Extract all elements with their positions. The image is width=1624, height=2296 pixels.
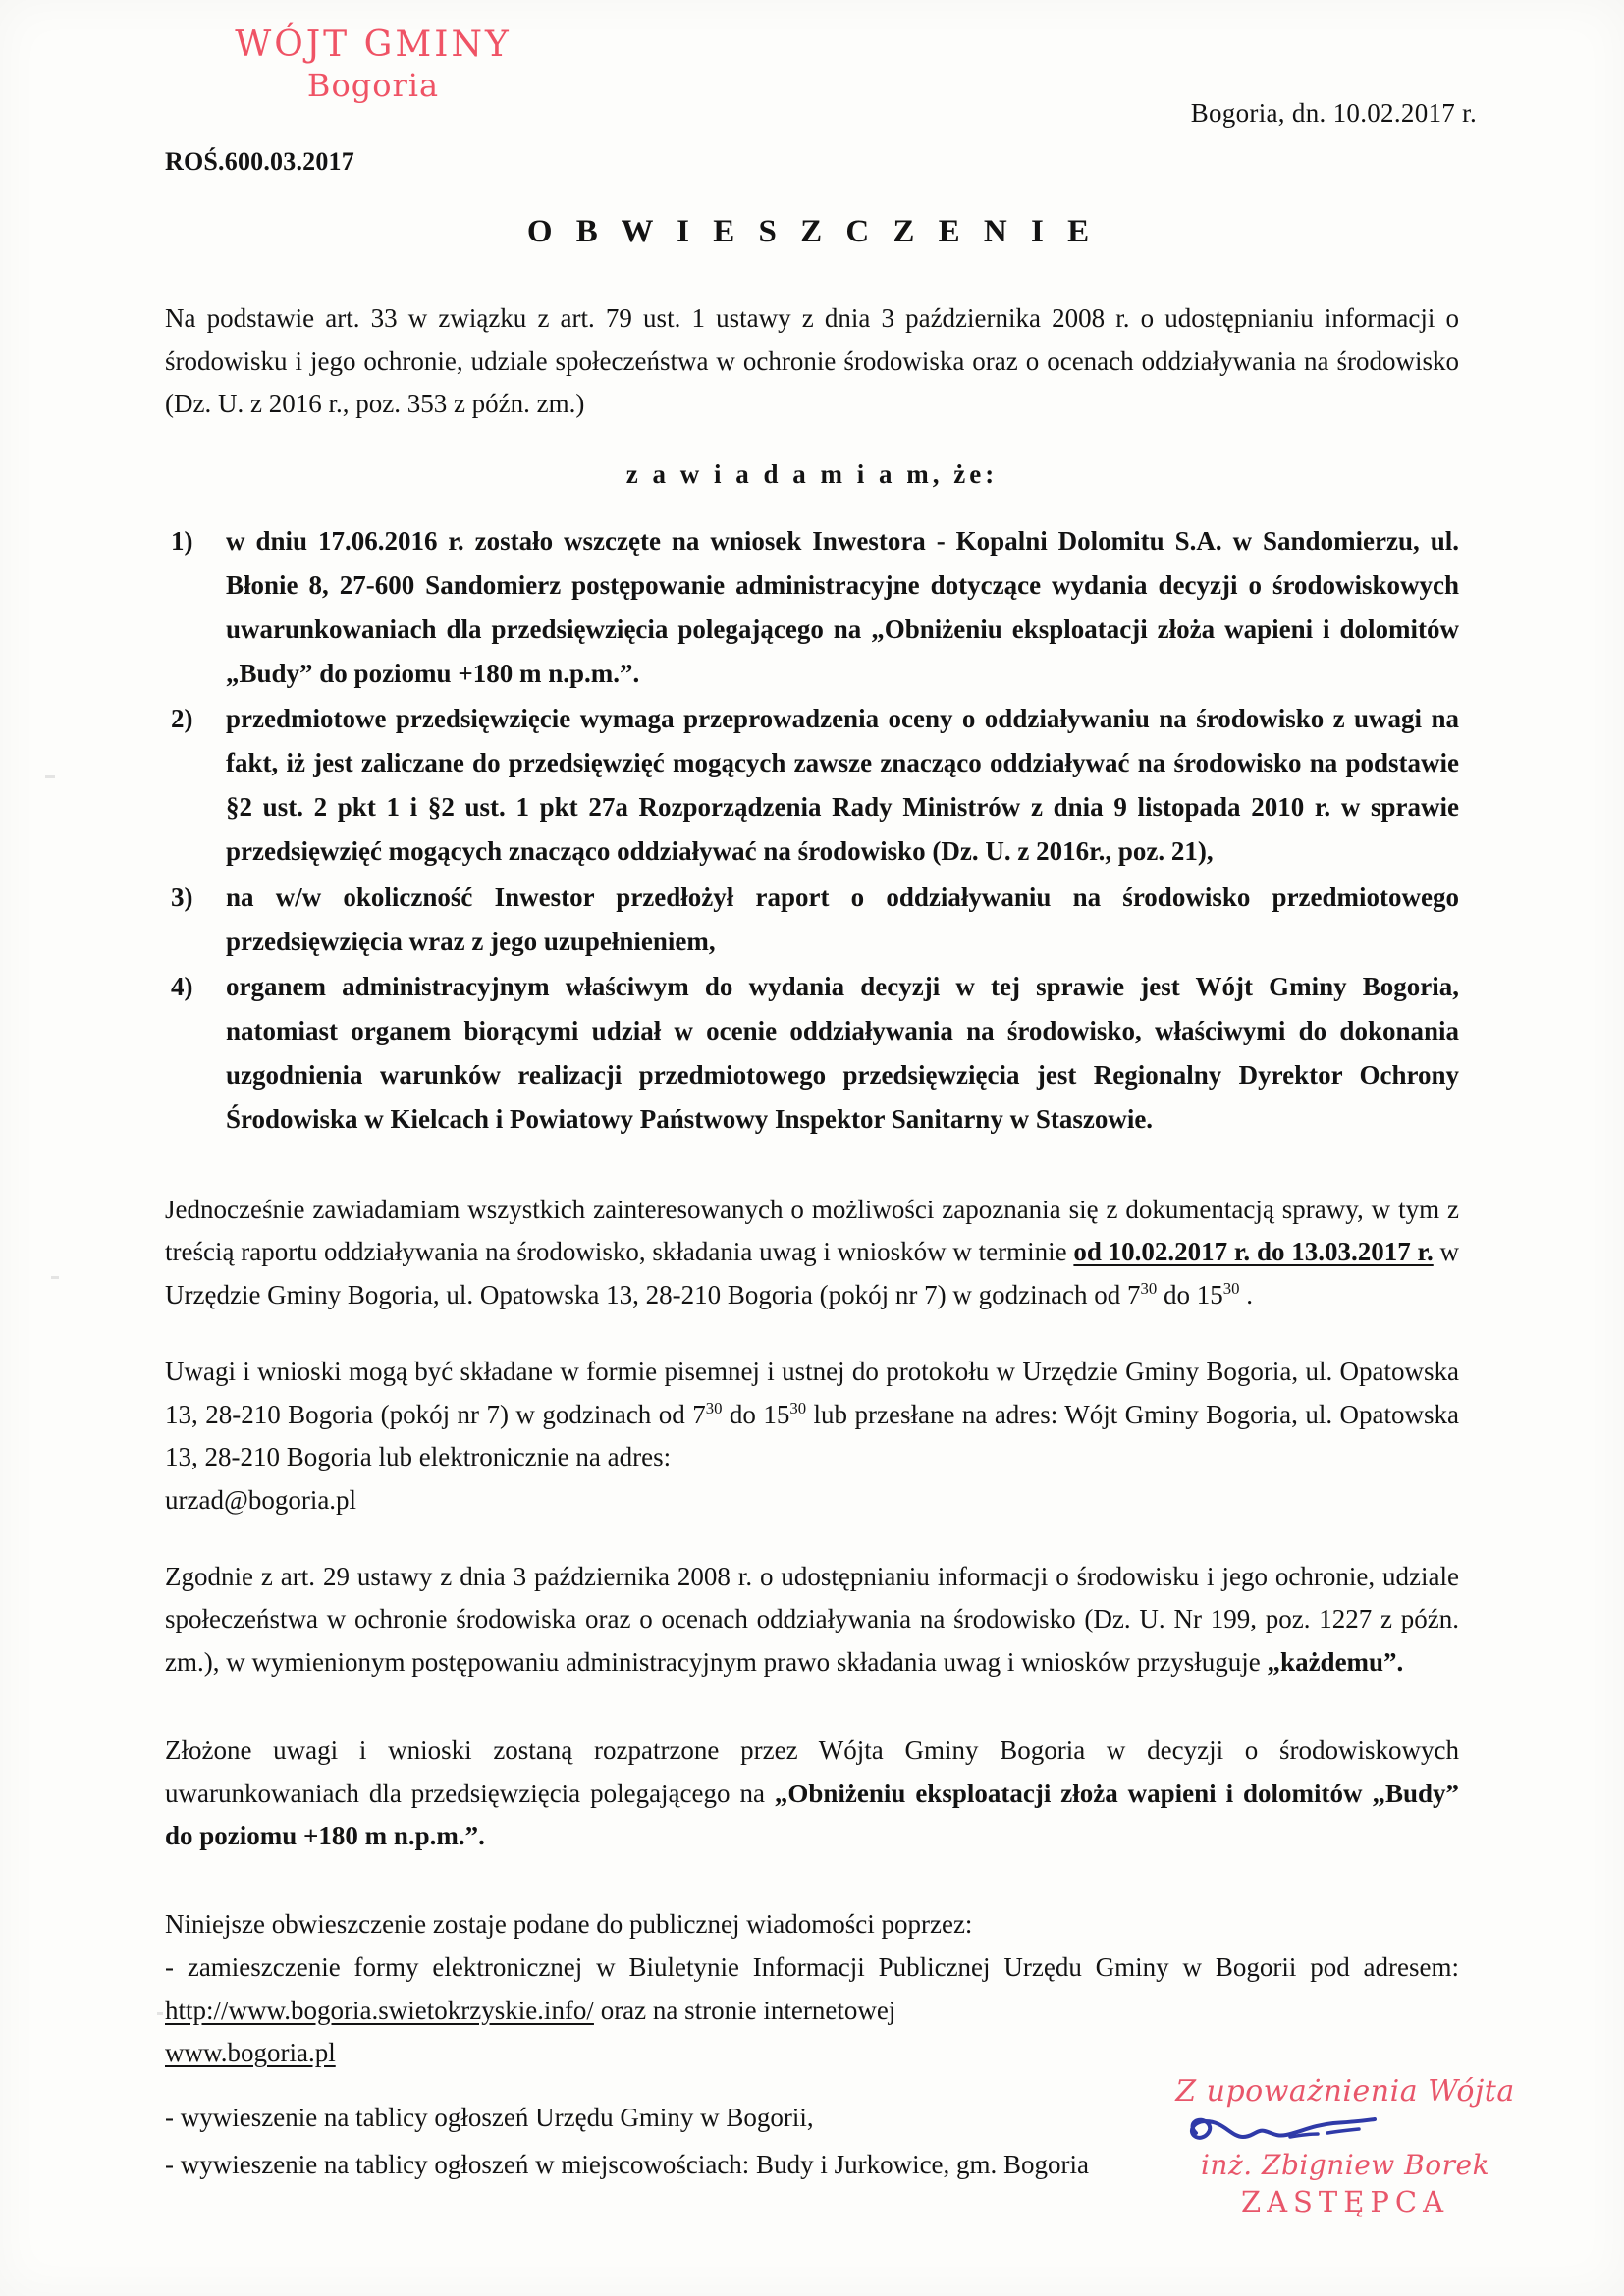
list-item xyxy=(165,519,1459,695)
signatory-role: ZASTĘPCA xyxy=(1240,2184,1450,2218)
list-item-text: w dniu 17.06.2016 r. zostało wszczęte na wniosek Inwestora - Kopalni Dolomitu S.A. w Sandomierzu, ul. Błonie 8, 27-600 Sandomierz postępowanie administracyjne dotyczące wydania decyzji o środowiskowych uwarunkowaniach dla przedsięwzięcia polegającego na „Obniżeniu eksploatacji złoża wapieni i dolomitów „Budy” do poziomu +180 m n.p.m.”. xyxy=(226,526,1459,688)
signatory-name: inż. Zbigniew Borek xyxy=(1200,2148,1490,2181)
office-stamp-line1: WÓJT GMINY xyxy=(235,25,512,65)
article29-text: Zgodnie z art. 29 ustawy z dnia 3 października 2008 r. o udostępnianiu informacji o środowisku i jego ochronie, udziale społeczeństwa w ochronie środowiska oraz o ocenach oddziaływania na środowisko (Dz. U. Nr 199, poz. 1227 z późn. zm.), w wymienionym postępowaniu administracyjnym prawo składania uwag i wniosków przysługuje xyxy=(165,1561,1459,1678)
office-stamp xyxy=(167,25,579,104)
document-body xyxy=(165,214,1459,2191)
list-item-marker: 3) xyxy=(171,881,193,912)
list-item: - wywieszenie na tablicy ogłoszeń Urzędu Gminy w Bogorii, xyxy=(165,2103,814,2133)
article29-paragraph xyxy=(165,1556,1459,1684)
numbered-items-list xyxy=(165,519,1459,1141)
simultaneous-notice-paragraph xyxy=(165,1189,1459,1317)
list-item-text: organem administracyjnym właściwym do wydania decyzji w tej sprawie jest Wójt Gminy Bogoria, natomiast organem biorącymi udział w ocenie oddziaływania na środowisko, właściwymi do dokonania uzgodnienia warunków realizacji przedmiotowego przedsięwzięcia jest Regionalny Dyrektor Ochrony Środowiska w Kielcach i Powiatowy Państwowy Inspektor Sanitarny w Staszowie. xyxy=(226,972,1459,1134)
document-date: Bogoria, dn. 10.02.2017 r. xyxy=(1190,98,1477,128)
comments-paragraph xyxy=(165,1351,1459,1479)
publication-electronic-paragraph xyxy=(165,1947,1459,2032)
comments-text-part3: lub przesłane na adres: Wójt Gminy Bogoria, ul. Opatowska 13, 28-210 Bogoria lub elektronicznie na adres: xyxy=(165,1399,1460,1472)
page-title: O B W I E S Z C Z E N I E xyxy=(526,214,1098,249)
submitted-emphasis: „Obniżeniu eksploatacji złoża wapieni i dolomitów „Budy” do poziomu +180 m n.p.m.”. xyxy=(165,1778,1459,1851)
simultaneous-text-part1: Jednocześnie zawiadamiam wszystkich zainteresowanych o możliwości zapoznania się z dokumentacją sprawy, w tym z treścią raportu oddziaływania na środowisko, składania uwag i wniosków w terminie xyxy=(165,1194,1459,1267)
signature-authorization-line: Z upoważnienia Wójta xyxy=(1175,2074,1515,2109)
handwritten-signature xyxy=(1149,2109,1542,2155)
comments-text-part2: do 15 xyxy=(722,1399,790,1429)
scan-artifact xyxy=(51,1276,59,1279)
submitted-text: Złożone uwagi i wnioski zostaną rozpatrzone przez Wójta Gminy Bogoria w decyzji o środowiskowych uwarunkowaniach dla przedsięwzięcia polegającego na xyxy=(165,1735,1459,1808)
bip-url-link[interactable]: http://www.bogoria.swietokrzyskie.info/ xyxy=(165,1995,594,2025)
reference-number: ROŚ.600.03.2017 xyxy=(165,147,354,176)
deadline-range: od 10.02.2017 r. do 13.03.2017 r. xyxy=(1073,1237,1434,1267)
comments-text-part1: Uwagi i wnioski mogą być składane w formie pisemnej i ustnej do protokołu w Urzędzie Gminy Bogoria, ul. Opatowska 13, 28-210 Bogoria (pokój nr 7) w godzinach od 7 xyxy=(165,1356,1459,1429)
simultaneous-text-part2: w Urzędzie Gminy Bogoria, ul. Opatowska 13, 28-210 Bogoria (pokój nr 7) w godzinach od 7 xyxy=(165,1237,1460,1310)
list-item-text: na w/w okoliczność Inwestor przedłożył raport o oddziaływaniu na środowisko przedmiotowego przedsięwzięcia wraz z jego uzupełnieniem, xyxy=(226,881,1459,956)
publication-intro: Niniejsze obwieszczenie zostaje podane do publicznej wiadomości poprzez: xyxy=(165,1909,973,1940)
notify-heading: z a w i a d a m i a m, że: xyxy=(625,459,999,490)
office-stamp-line2: Bogoria xyxy=(306,67,440,104)
list-item-marker: 2) xyxy=(171,704,193,734)
office-hours-to-minutes: 30 xyxy=(789,1398,807,1417)
list-item xyxy=(165,965,1459,1141)
publication-electronic-text2: oraz na stronie internetowej xyxy=(593,1995,896,2025)
list-item-marker: 4) xyxy=(171,972,193,1002)
contact-email[interactable]: urzad@bogoria.pl xyxy=(165,1484,357,1515)
list-item xyxy=(165,697,1459,873)
list-item-marker: 1) xyxy=(171,526,193,557)
submitted-comments-paragraph xyxy=(165,1730,1459,1858)
simultaneous-text-part3: do 15 xyxy=(1157,1280,1223,1310)
signature-stamp xyxy=(1149,2076,1542,2216)
publication-electronic-text1: - zamieszczenie formy elektronicznej w Biuletynie Informacji Publicznej Urzędu Gminy w Bogorii pod adresem: xyxy=(165,1951,1459,1982)
intro-paragraph: Na podstawie art. 33 w związku z art. 79 ust. 1 ustawy z dnia 3 października 2008 r. o udostępnianiu informacji o środowisku i jego ochronie, udziale społeczeństwa w ochronie środowiska oraz o ocenach oddziaływania na środowisko (Dz. U. z 2016 r., poz. 353 z późn. zm.) xyxy=(165,303,1459,419)
list-item-text: przedmiotowe przedsięwzięcie wymaga przeprowadzenia oceny o oddziaływaniu na środowisko z uwagi na fakt, iż jest zaliczane do przedsięwzięć mogących zawsze znacząco oddziaływać na środowisko na podstawie §2 ust. 2 pkt 1 i §2 ust. 1 pkt 27a Rozporządzenia Rady Ministrów z dnia 9 listopada 2010 r. w sprawie przedsięwzięć mogących znacząco oddziaływać na środowisko (Dz. U. z 2016r., poz. 21), xyxy=(226,704,1459,866)
office-hours-to-minutes: 30 xyxy=(1222,1279,1240,1299)
office-hours-from-minutes: 30 xyxy=(705,1398,723,1417)
scan-artifact xyxy=(45,775,55,778)
office-hours-from-minutes: 30 xyxy=(1140,1279,1158,1299)
list-item xyxy=(165,876,1459,964)
site-url-link[interactable]: www.bogoria.pl xyxy=(165,2038,336,2068)
list-item: - wywieszenie na tablicy ogłoszeń w miejscowościach: Budy i Jurkowice, gm. Bogoria xyxy=(165,2149,1090,2179)
scan-artifact xyxy=(157,2012,163,2015)
article29-emphasis: „każdemu”. xyxy=(1267,1647,1404,1678)
simultaneous-text-part4: . xyxy=(1239,1280,1254,1310)
